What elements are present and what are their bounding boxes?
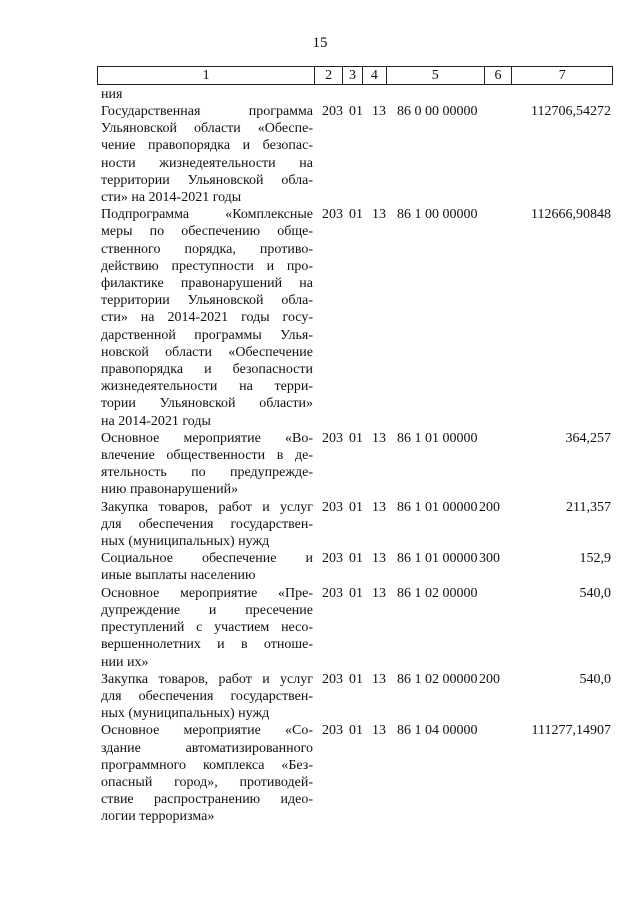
grbs-code: 203 <box>322 585 343 601</box>
description-line: здание автоматизированного <box>101 740 313 756</box>
table-header <box>97 66 613 85</box>
table-row <box>101 103 613 206</box>
subsection-code: 13 <box>372 430 386 446</box>
header-col-3: 3 <box>343 67 363 84</box>
section-code: 01 <box>349 104 363 119</box>
page-number: 15 <box>312 35 328 51</box>
grbs-code: 203 <box>322 430 343 446</box>
header-col-6: 6 <box>485 67 513 84</box>
expense-type-code <box>479 103 511 206</box>
subsection-code: 13 <box>372 207 386 223</box>
description-line: дарственной программы Улья- <box>101 327 313 343</box>
subsection-code: 13 <box>372 499 386 515</box>
description-line: для обеспечения государствен- <box>101 516 313 532</box>
description-line: ятельность по предупрежде- <box>101 465 313 481</box>
row-description <box>101 103 313 206</box>
row-description <box>101 206 313 430</box>
table-row <box>101 671 613 723</box>
table-row <box>101 206 613 430</box>
section-code: 01 <box>349 585 363 601</box>
description-line: Ульяновской области «Обеспе- <box>101 121 313 137</box>
target-article-code: 86 1 01 00000 <box>397 551 478 567</box>
expense-type-code <box>479 722 511 825</box>
section-code: 01 <box>349 671 363 687</box>
description-line: Закупка товаров, работ и услуг <box>101 671 313 687</box>
description-line: Подпрограмма «Комплексные <box>101 207 313 223</box>
subsection-code: 13 <box>372 551 386 567</box>
target-article-code: 86 0 00 00000 <box>397 104 478 119</box>
description-line: действию преступности и про- <box>101 258 313 274</box>
amount: 540,0 <box>579 585 611 601</box>
grbs-code: 203 <box>322 104 343 119</box>
header-col-7: 7 <box>558 68 566 83</box>
description-line: ствие распространению идео- <box>101 792 313 808</box>
grbs-code: 203 <box>322 723 343 739</box>
description-line: логии терроризма» <box>101 809 215 825</box>
subsection-code: 13 <box>372 585 386 601</box>
description-line: жизнедеятельности на терри- <box>101 379 313 395</box>
description-line: территории Ульяновской обла- <box>101 172 313 188</box>
description-line: ных (муниципальных) нужд <box>101 534 270 550</box>
header-col-1: 1 <box>98 67 315 84</box>
grbs-code: 203 <box>322 499 343 515</box>
expense-type-code <box>479 585 511 671</box>
description-line: иные выплаты населению <box>101 568 256 584</box>
section-code: 01 <box>349 430 363 446</box>
description-line: программного комплекса «Без- <box>101 757 313 773</box>
description-line: ственного порядка, противо- <box>101 241 313 257</box>
description-line: чение правопорядка и безопас- <box>101 138 313 154</box>
description-line: на 2014-2021 годы <box>101 413 211 429</box>
table-row <box>101 550 613 584</box>
description-line: сти» на 2014-2021 годы <box>101 190 242 206</box>
table-row <box>101 430 613 499</box>
target-article-code: 86 1 02 00000 <box>397 671 478 687</box>
description-line: нии их» <box>101 654 149 670</box>
grbs-code: 203 <box>322 551 343 567</box>
description-line: вершеннолетних и в отноше- <box>101 637 313 653</box>
carry-over-text: ния <box>101 87 123 102</box>
amount: 111277,14907 <box>531 723 611 739</box>
description-line: филактике правонарушений на <box>101 276 313 292</box>
amount: 152,9 <box>579 551 611 567</box>
row-description <box>101 585 313 671</box>
section-code: 01 <box>349 551 363 567</box>
description-line: Закупка товаров, работ и услуг <box>101 499 313 515</box>
description-line: тории Ульяновской области» <box>101 396 313 412</box>
description-line: ности жизнедеятельности на <box>101 155 313 171</box>
header-col-2: 2 <box>315 67 343 84</box>
description-line: Основное мероприятие «Со- <box>101 723 313 739</box>
table-row <box>101 499 613 551</box>
description-line: дупреждение и пресечение <box>101 602 313 618</box>
description-line: Государственная программа <box>101 104 313 119</box>
table-row <box>101 585 613 671</box>
table-row <box>101 722 613 825</box>
section-code: 01 <box>349 723 363 739</box>
description-line: ных (муниципальных) нужд <box>101 706 270 722</box>
subsection-code: 13 <box>372 671 386 687</box>
expense-type-code: 200 <box>479 499 500 515</box>
subsection-code: 13 <box>372 723 386 739</box>
grbs-code: 203 <box>322 207 343 223</box>
description-line: нию правонарушений» <box>101 482 239 498</box>
description-line: влечение общественности в де- <box>101 448 313 464</box>
description-line: Основное мероприятие «Во- <box>101 430 313 446</box>
description-line: территории Ульяновской обла- <box>101 293 313 309</box>
grbs-code: 203 <box>322 671 343 687</box>
target-article-code: 86 1 00 00000 <box>397 207 478 223</box>
amount: 364,257 <box>565 430 611 446</box>
table-rows <box>101 103 613 826</box>
expense-type-code <box>479 206 511 430</box>
header-col-5: 5 <box>387 67 485 84</box>
description-line: для обеспечения государствен- <box>101 688 313 704</box>
description-line: сти» на 2014-2021 годы госу- <box>101 310 313 326</box>
description-line: меры по обеспечению обще- <box>101 224 313 240</box>
amount: 112666,90848 <box>531 207 611 223</box>
description-line: преступлений с участием несо- <box>101 620 313 636</box>
row-description <box>101 499 313 551</box>
row-description <box>101 550 313 584</box>
target-article-code: 86 1 04 00000 <box>397 723 478 739</box>
target-article-code: 86 1 01 00000 <box>397 430 478 446</box>
description-line: опасный город», противодей- <box>101 774 313 790</box>
row-description <box>101 430 313 499</box>
amount: 540,0 <box>579 671 611 687</box>
table-body <box>101 86 613 826</box>
section-code: 01 <box>349 207 363 223</box>
description-line: Социальное обеспечение и <box>101 551 313 567</box>
description-line: правопорядка и безопасности <box>101 362 313 378</box>
subsection-code: 13 <box>372 104 386 119</box>
expense-type-code <box>479 430 511 499</box>
section-code: 01 <box>349 499 363 515</box>
expense-type-code: 300 <box>479 551 500 567</box>
amount: 211,357 <box>566 499 611 515</box>
description-line: новской области «Обеспечение <box>101 344 313 360</box>
target-article-code: 86 1 01 00000 <box>397 499 478 515</box>
amount: 112706,54272 <box>531 104 611 119</box>
row-description <box>101 722 313 825</box>
expense-type-code: 200 <box>479 671 500 687</box>
description-line: Основное мероприятие «Пре- <box>101 585 313 601</box>
header-col-4: 4 <box>363 67 387 84</box>
target-article-code: 86 1 02 00000 <box>397 585 478 601</box>
row-description <box>101 671 313 723</box>
